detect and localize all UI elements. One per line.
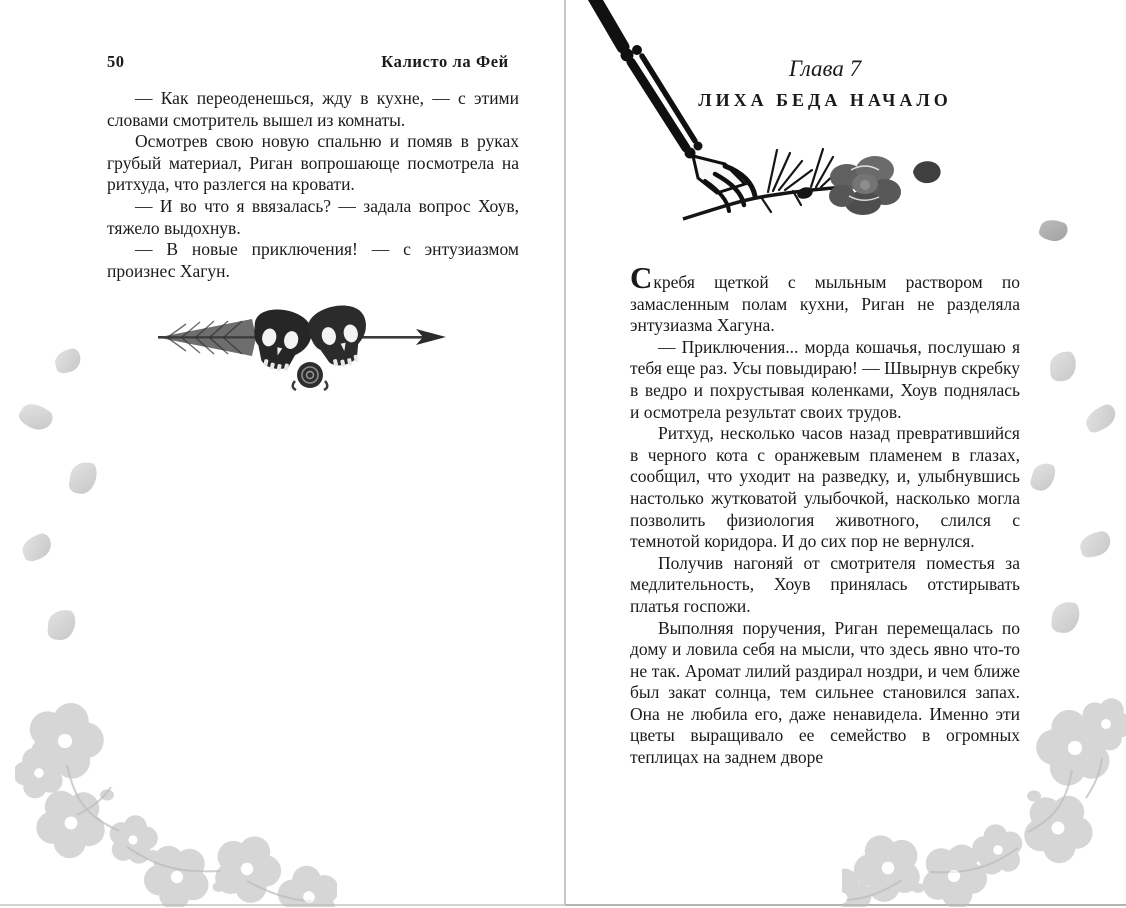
skulls-arrow-icon xyxy=(152,293,448,393)
petal-icon xyxy=(16,398,56,435)
petal-icon xyxy=(19,531,55,564)
left-page-text-block xyxy=(107,88,519,282)
running-header: Калисто ла Фей xyxy=(381,52,509,71)
paragraph: — Приключения... морда кошачья, послушаю я тебя еще раз. Усы повыдираю! — Швырнув скребку в ведро и похрустывая коленками, Хоув поднялась и осмотрела результат своих трудов. xyxy=(630,336,1021,422)
petal-icon xyxy=(53,347,84,375)
petal-icon xyxy=(68,460,98,495)
chapter-label: Глава 7 xyxy=(788,56,862,81)
skeleton-arm-icon xyxy=(565,0,965,240)
paragraph: — И во что я ввязалась? — задала вопрос Хоув, тяжело выдохнув. xyxy=(107,195,519,238)
petal-icon xyxy=(1078,530,1114,560)
flower-garland-icon xyxy=(842,692,1126,907)
paragraph: — В новые приключения! — с энтузиазмом произнес Хагун. xyxy=(107,239,519,281)
paragraph: Выполняя поручения, Риган перемещалась по дому и ловила себя на мысли, что здесь явно что-то не так. Аромат лилий раздирал ноздри, и чем ближе был закат солнца, тем сильнее становился запах. Она не любила его, даже ненавидела. Именно эти цветы выращивало ее семейство в огромных теплицах на заднем дворе xyxy=(630,617,1020,768)
petal-icon xyxy=(1029,461,1057,493)
paragraph: Ритхуд, несколько часов назад превратившийся в черного кота с оранжевым пламенем в глазах, сообщил, что уходит на разведку, и, улыбнувшись настолько жутковатой улыбочкой, насколько могла позволить физиология животного, слился с темнотой коридора. И до сих пор не вернулся. xyxy=(630,423,1020,552)
drop-cap: С xyxy=(630,260,653,295)
petal-icon xyxy=(1049,351,1077,382)
chapter-title: ЛИХА БЕДА НАЧАЛО xyxy=(698,90,952,110)
petal-icon xyxy=(47,609,76,640)
flower-garland-icon xyxy=(15,695,337,907)
opening-paragraph-text: кребя щеткой с мыльным раствором по замасленным полам кухни, Риган не разделяла энтузиазма Хагуна. xyxy=(630,272,1020,336)
petal-icon xyxy=(1082,402,1120,436)
opening-paragraph xyxy=(630,260,1020,337)
page-number: 50 xyxy=(107,52,125,71)
petal-icon xyxy=(1037,216,1069,244)
petal-icon xyxy=(1051,601,1081,634)
paragraph: — Как переоденешься, жду в кухне, — с этими словами смотритель вышел из комнаты. xyxy=(107,88,519,130)
paragraph: Осмотрев свою новую спальню и помяв в руках грубый материал, Риган вопрошающе посмотрела на ритхуда, что разлегся на кровати. xyxy=(107,131,519,195)
paragraph: Получив нагоняй от смотрителя поместья за медлительность, Хоув принялась отстирывать платья госпожи. xyxy=(630,552,1020,616)
